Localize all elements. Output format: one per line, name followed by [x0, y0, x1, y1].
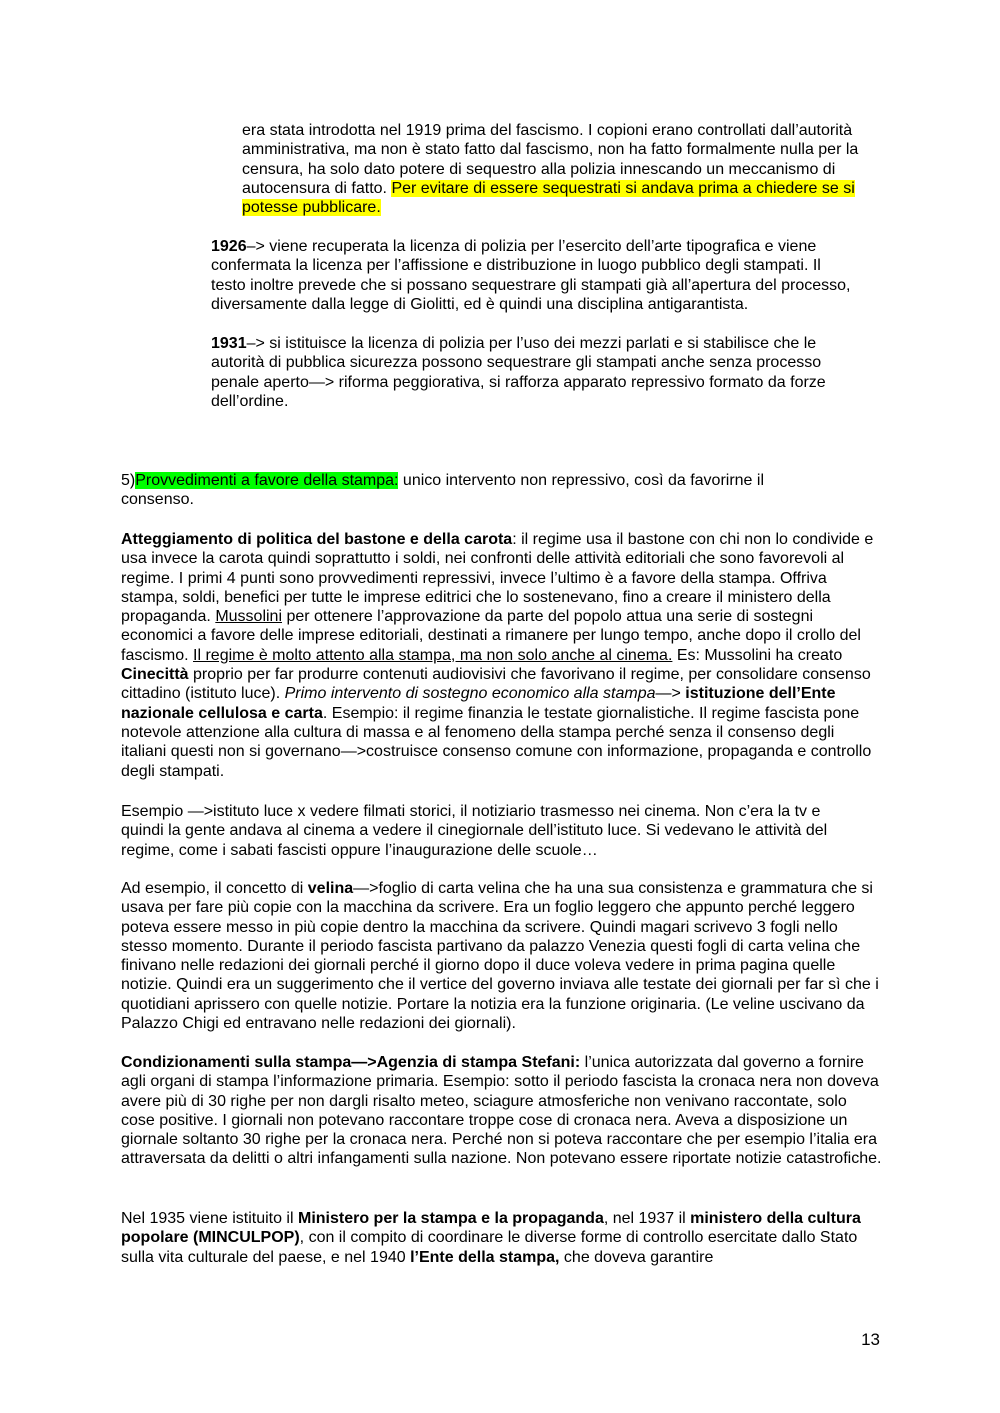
paragraph-censura-continuation: era stata introdotta nel 1919 prima del fascismo. I copioni erano controllati dall’autorità amministrativa, ma non è stato fatto dal fascismo, non ha fatto formalmente nulla per la censura, ha solo dato potere di sequestro alla polizia innescando un meccanismo di autocensura di fatto. Per evitare di essere sequestrati si andava prima a chiedere se si potesse pubblicare. [242, 122, 859, 217]
paragraph-1926: 1926–> viene recuperata la licenza di polizia per l’esercito dell’arte tipografica e viene confermata la licenza per l’affissione e distribuzione in luogo pubblico degli stampati. Il testo inoltre prevede che si possano sequestrare gli stampati già all’apertura del processo, diversamente dalla legge di Giolitti, ed è quindi una disciplina antigarantista. [211, 238, 851, 313]
paragraph-agenzia-stefani: Condizionamenti sulla stampa—>Agenzia di stampa Stefani: l’unica autorizzata dal governo a fornire agli organi di stampa l’informazione primaria. Esempio: sotto il periodo fascista la cronaca nera non doveva avere più di 30 righe per non dargli risalto meteo, sciagure atmosferiche non venivano raccontate, solo cose positive. I giornali non potevano raccontare troppe cose di cronaca nera. Aveva a disposizione un giornale soltanto 30 righe per la cronaca nera. Perché non si poteva raccontare che per esempio l’italia era attraversata da delitti o altri infangamenti sulla nazione. Non potevano essere riportate notizie catastrofiche. [121, 1054, 882, 1168]
paragraph-1931: 1931–> si istituisce la licenza di polizia per l’uso dei mezzi parlati e si stabilisce che le autorità di pubblica sicurezza possono sequestrare gli stampati anche senza processo penale aperto—> riforma peggiorativa, si rafforza apparato repressivo formato da forze dell’ordine. [211, 335, 826, 410]
highlighted-sentence: Per evitare di essere sequestrati si andava prima a chiedere se si potesse pubblicare. [242, 179, 855, 217]
paragraph-bastone-carota: Atteggiamento di politica del bastone e della carota: il regime usa il bastone con chi non lo condivide e usa invece la carota quindi soprattutto i soldi, nei confronti delle attività editoriali che sono favorevoli al regime. I primi 4 punti sono provvedimenti repressivi, invece l’ultimo è a favore della stampa. Offriva stampa, soldi, benefici per tutte le imprese editrici che lo sostenevano, fino a creare il ministero della propaganda. Mussolini per ottenere l’approvazione da parte del popolo attua una serie di sostegni economici a favore delle imprese editoriali, destinati a rimanere per lungo tempo, anche dopo il crollo del fascismo. Il regime è molto attento alla stampa, ma non solo anche al cinema. Es: Mussolini ha creato Cinecittà proprio per far produrre contenuti audiovisivi che favorivano il regime, per consolidare consenso cittadino (istituto luce). Primo intervento di sostegno economico alla stampa—> istituzione dell’Ente nazionale cellulosa e carta. Esempio: il regime finanzia le testate giornalistiche. Il regime fascista pone notevole attenzione alla cultura di massa e al fenomeno della stampa perché senza il consenso degli italiani questi non si governano—>costruisce consenso comune con informazione, propaganda e controllo degli stampati. [121, 531, 874, 780]
paragraph-ministeri: Nel 1935 viene istituito il Ministero per la stampa e la propaganda, nel 1937 il ministero della cultura popolare (MINCULPOP), con il compito di coordinare le diverse forme di controllo esercitate dallo Stato sulla vita culturale del paese, e nel 1940 l’Ente della stampa, che doveva garantire [121, 1210, 861, 1266]
paragraph-istituto-luce: Esempio —>istituto luce x vedere filmati storici, il notiziario trasmesso nei cinema. Non c’era la tv e quindi la gente andava al cinema a vedere il cinegiornale dell’istituto luce. Si vedevano le attività del regime, come i sabati fascisti oppure l’inaugurazione delle scuole… [121, 803, 828, 859]
page-number: 13 [861, 1330, 880, 1349]
year-1931: 1931 [211, 335, 247, 352]
paragraph-velina: Ad esempio, il concetto di velina—>foglio di carta velina che ha una sua consistenza e grammatura che si usava per fare più copie con la macchina da scrivere. Era un foglio leggero che appunto perché leggero poteva essere messo in più copie dentro la macchina da scrivere. Quindi magari scrivevo 3 fogli nello stesso momento. Durante il periodo fascista partivano da palazzo Venezia questi fogli di carta velina che finivano nelle redazioni dei giornali perché il giorno dopo il duce voleva vedere in prima pagina quelle notizie. Quindi era un suggerimento che il vertice del governo inviava alle testate dei giornali per far sì che i quotidiani aprissero con quelle notizie. Portare la notizia era la funzione originaria. (Le veline uscivano da Palazzo Chigi ed entravano nelle redazioni dei giornali). [121, 880, 879, 1033]
section-5-heading: 5)Provvedimenti a favore della stampa: unico intervento non repressivo, così da favorirne il consenso. [121, 472, 765, 509]
highlighted-heading: Provvedimenti a favore della stampa: [135, 472, 399, 489]
year-1926: 1926 [211, 238, 247, 255]
